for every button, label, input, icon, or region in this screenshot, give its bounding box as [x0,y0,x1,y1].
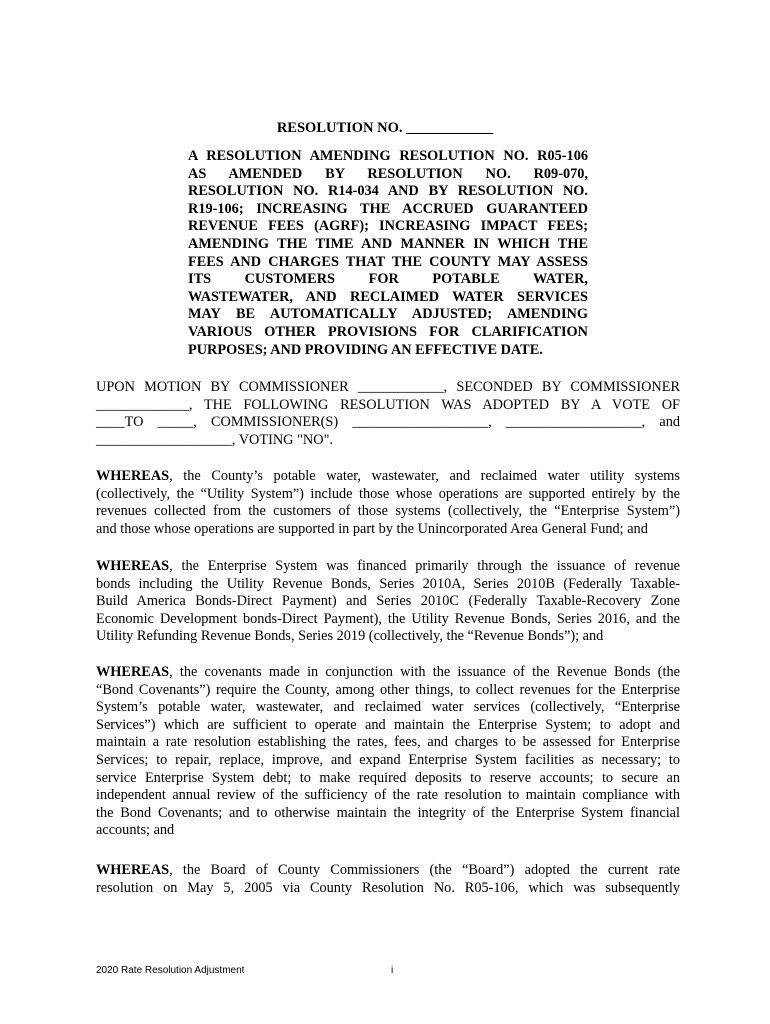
whereas-label: WHEREAS [96,468,170,484]
title-line: ITS CUSTOMERS FOR POTABLE WATER, [188,271,588,288]
title-line: WASTEWATER, AND RECLAIMED WATER SERVICES [188,288,588,305]
paragraph-line: Services”) which are sufficient to operate and maintain the Enterprise System; to adopt and [96,716,680,733]
paragraph-line [96,468,680,486]
paragraph-line [96,862,680,880]
paragraph-line: accounts; and [96,822,175,839]
paragraph-text: , the covenants made in conjunction with the issuance of the Revenue Bonds (the [169,664,680,680]
paragraph-line: revenues collected from the customers of those systems (collectively, the “Enterprise System”) [96,503,680,520]
whereas-paragraph-1 [96,468,680,538]
title-line: MAY BE AUTOMATICALLY ADJUSTED; AMENDING [188,306,588,323]
title-line: PURPOSES; AND PROVIDING AN EFFECTIVE DATE. [188,341,543,358]
whereas-paragraph-3 [96,664,680,840]
title-line: VARIOUS OTHER PROVISIONS FOR CLARIFICATION [188,323,588,340]
whereas-paragraph-4 [96,862,680,897]
paragraph-line: maintain a rate resolution establishing the rates, fees, and charges to be assessed for Enterprise [96,734,680,751]
paragraph-line [96,558,680,576]
paragraph-line: “Bond Covenants”) require the County, among other things, to collect revenues for the Enterprise [96,681,680,698]
title-line: RESOLUTION NO. R14-034 AND BY RESOLUTION NO. [188,183,588,200]
paragraph-line: Economic Development bonds-Direct Payment), the Utility Revenue Bonds, Series 2016, and the [96,610,680,627]
whereas-label: WHEREAS [96,664,170,680]
title-line: REVENUE FEES (AGRF); INCREASING IMPACT FEES; [188,218,588,235]
motion-line: ___________________, VOTING "NO". [96,431,333,448]
paragraph-text: , the Board of County Commissioners (the “Board”) adopted the current rate [169,862,680,878]
paragraph-line: System’s potable water, wastewater, and reclaimed water services (collectively, “Enterprise [96,699,680,716]
paragraph-line: Build America Bonds-Direct Payment) and Series 2010C (Federally Taxable-Recovery Zone [96,593,680,610]
title-line: R19-106; INCREASING THE ACCRUED GUARANTEED [188,200,588,217]
footer-page-number: i [391,965,394,976]
paragraph-line: Utility Refunding Revenue Bonds, Series 2019 (collectively, the “Revenue Bonds”); and [96,628,604,645]
paragraph-line: independent annual review of the sufficiency of the rate resolution to maintain compliance with [96,787,680,804]
title-line: A RESOLUTION AMENDING RESOLUTION NO. R05-106 [188,148,588,164]
paragraph-text: , the County’s potable water, wastewater, and reclaimed water utility systems [169,468,680,484]
paragraph-line: resolution on May 5, 2005 via County Resolution No. R05-106, which was subsequently [96,879,680,896]
paragraph-line [96,664,680,682]
motion-line: UPON MOTION BY COMMISSIONER ____________, SECONDED BY COMMISSIONER [96,379,680,395]
paragraph-line: service Enterprise System debt; to make required deposits to reserve accounts; to secure an [96,769,680,786]
paragraph-text: , the Enterprise System was financed primarily through the issuance of revenue [169,558,680,574]
paragraph-line: bonds including the Utility Revenue Bonds, Series 2010A, Series 2010B (Federally Taxable- [96,575,680,592]
title-line: AMENDING THE TIME AND MANNER IN WHICH THE [188,235,588,252]
title-line: FEES AND CHARGES THAT THE COUNTY MAY ASSESS [188,253,588,270]
whereas-label: WHEREAS [96,558,170,574]
paragraph-line: Services; to repair, replace, improve, and expand Enterprise System facilities as necessary; to [96,751,680,768]
paragraph-line: and those whose operations are supported in part by the Unincorporated Area General Fund; and [96,520,648,537]
paragraph-line: the Bond Covenants; and to otherwise maintain the integrity of the Enterprise System financial [96,804,680,821]
whereas-label: WHEREAS [96,862,170,878]
footer-document-title: 2020 Rate Resolution Adjustment [96,965,245,976]
resolution-number-heading: RESOLUTION NO. ____________ [276,120,494,136]
paragraph-line: (collectively, the “Utility System”) include those whose operations are supported entirely by the [96,485,680,502]
motion-paragraph [96,379,680,449]
whereas-paragraph-2 [96,558,680,646]
resolution-title [188,148,588,359]
motion-line: _____________, THE FOLLOWING RESOLUTION WAS ADOPTED BY A VOTE OF [96,396,680,413]
title-line: AS AMENDED BY RESOLUTION NO. R09-070, [188,165,588,182]
motion-line: ____TO _____, COMMISSIONER(S) ___________________, ___________________, and [96,414,680,431]
